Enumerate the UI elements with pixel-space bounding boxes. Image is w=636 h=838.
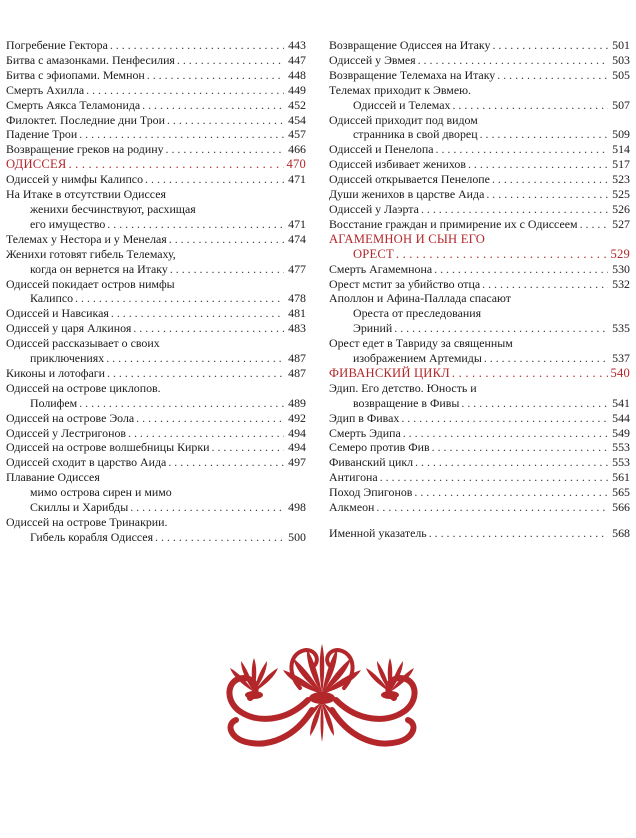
toc-entry[interactable] (6, 127, 306, 142)
toc-entry[interactable] (329, 470, 630, 485)
toc-leader-dots (168, 455, 284, 470)
toc-leader-dots (492, 172, 608, 187)
toc-entry[interactable] (329, 172, 630, 187)
toc-entry-title: Калипсо (30, 291, 74, 306)
toc-page-number: 497 (288, 455, 306, 470)
toc-leader-dots (133, 321, 284, 336)
toc-page-number: 470 (286, 157, 306, 172)
toc-entry-title: Филоктет. Последние дни Трои (6, 112, 165, 127)
toc-leader-dots (169, 232, 284, 247)
toc-page-number: 529 (610, 246, 630, 261)
toc-entry-title: Погребение Гектора (6, 38, 108, 52)
toc-leader-dots (418, 53, 608, 68)
toc-entry-title: Одиссей у царя Алкиноя (6, 321, 132, 336)
toc-entry[interactable] (6, 381, 306, 411)
toc-entry-title: Ореста от преследования (353, 306, 482, 321)
toc-page-number: 566 (612, 500, 630, 515)
toc-entry[interactable] (6, 515, 306, 545)
toc-page-number: 525 (612, 187, 630, 202)
toc-spacer (329, 515, 630, 526)
toc-entry[interactable] (329, 291, 630, 336)
toc-entry[interactable] (329, 217, 630, 232)
toc-page-number: 561 (612, 470, 630, 485)
toc-entry-title: Одиссей избивает женихов (329, 157, 466, 172)
toc-entry-title: Возвращение Одиссея на Итаку (329, 38, 491, 52)
toc-entry[interactable] (329, 202, 630, 217)
toc-leader-dots (145, 172, 284, 187)
toc-entry-title: Эдип. Его детство. Юность и (329, 380, 477, 395)
toc-leader-dots (79, 127, 284, 142)
toc-entry[interactable] (6, 366, 306, 381)
toc-entry[interactable] (329, 485, 630, 500)
toc-entry-title: Скиллы и Харибды (30, 500, 129, 515)
toc-page-number: 553 (612, 440, 630, 455)
toc-entry[interactable] (6, 336, 306, 366)
toc-entry-title: Одиссей на острове циклопов. (6, 380, 161, 395)
toc-entry[interactable] (6, 247, 306, 277)
toc-entry-title: Одиссей на острове волшебницы Кирки (6, 440, 210, 455)
toc-section-heading[interactable] (6, 157, 306, 172)
toc-page-number: 505 (612, 67, 630, 82)
toc-entry[interactable] (329, 455, 630, 470)
toc-page-number: 500 (288, 529, 306, 544)
toc-leader-dots (147, 68, 284, 83)
toc-leader-dots (110, 38, 284, 53)
toc-entry-title: Орест мстит за убийство отца (329, 276, 481, 291)
toc-entry[interactable] (329, 526, 630, 541)
toc-leader-dots (106, 351, 284, 366)
toc-page-number: 530 (612, 261, 630, 276)
toc-entry-title: Одиссей у нимфы Калипсо (6, 172, 144, 187)
toc-leader-dots (421, 202, 608, 217)
toc-entry-title: его имущество (30, 216, 106, 231)
toc-leader-dots (434, 262, 608, 277)
toc-page-number: 503 (612, 52, 630, 67)
toc-page-number: 544 (612, 410, 630, 425)
toc-entry-title: Одиссей на острове Эола (6, 410, 135, 425)
toc-page-number: 474 (288, 231, 306, 246)
toc-page-number: 494 (288, 425, 306, 440)
toc-leader-dots (468, 157, 608, 172)
toc-entry-title: Одиссей рассказывает о своих (6, 336, 160, 351)
toc-entry[interactable] (329, 68, 630, 83)
toc-entry-title: ОДИССЕЯ (6, 157, 67, 172)
toc-leader-dots (482, 277, 608, 292)
toc-page-number: 457 (288, 127, 306, 142)
toc-page-number: 471 (288, 172, 306, 187)
toc-entry-title: Одиссей сходит в царство Аида (6, 455, 167, 470)
toc-entry-title: Битва с эфиопами. Мемнон (6, 67, 145, 82)
toc-leader-dots (486, 187, 608, 202)
toc-entry[interactable] (329, 381, 630, 411)
toc-leader-dots (403, 426, 608, 441)
toc-entry-title: Поход Эпигонов (329, 485, 413, 500)
toc-entry-title: Киконы и лотофаги (6, 365, 106, 380)
toc-page-number: 514 (612, 142, 630, 157)
toc-leader-dots (75, 291, 284, 306)
toc-entry-title: когда он вернется на Итаку (30, 261, 168, 276)
toc-page-number: 553 (612, 455, 630, 470)
toc-leader-dots (394, 321, 608, 336)
toc-leader-dots (580, 217, 608, 232)
toc-entry-title: Смерть Ахилла (6, 82, 85, 97)
toc-leader-dots (166, 142, 284, 157)
toc-leader-dots (177, 53, 284, 68)
toc-page-number: 507 (612, 97, 630, 112)
toc-entry[interactable] (6, 321, 306, 336)
toc-entry-title: Смерть Агамемнона (329, 261, 433, 276)
toc-page-number: 541 (612, 395, 630, 410)
toc-page-number: 478 (288, 291, 306, 306)
toc-entry-title: мимо острова сирен и мимо (30, 485, 172, 500)
toc-entry-title: Возвращение греков на родину (6, 142, 164, 157)
toc-entry[interactable] (6, 38, 306, 53)
toc-leader-dots (111, 306, 284, 321)
toc-entry[interactable] (329, 440, 630, 455)
toc-entry-title: АГАМЕМНОН И СЫН ЕГО (329, 231, 486, 246)
toc-page-number: 565 (612, 485, 630, 500)
toc-entry[interactable] (6, 455, 306, 470)
toc-leader-dots (401, 411, 608, 426)
toc-entry-title: Антигона (329, 470, 378, 485)
toc-leader-dots (167, 113, 284, 128)
toc-leader-dots (212, 440, 285, 455)
toc-entry[interactable] (329, 336, 630, 366)
toc-page-number: 477 (288, 261, 306, 276)
toc-entry[interactable] (6, 113, 306, 128)
toc-page-number: 527 (612, 216, 630, 231)
toc-leader-dots (429, 526, 608, 541)
toc-entry[interactable] (6, 53, 306, 68)
toc-page-number: 489 (288, 395, 306, 410)
toc-entry-title: Плавание Одиссея (6, 470, 100, 485)
toc-page-number: 454 (288, 112, 306, 127)
toc-page-number: 481 (288, 306, 306, 321)
toc-page-number: 517 (612, 157, 630, 172)
toc-left-column (6, 38, 306, 545)
toc-entry-title: Семеро против Фив (329, 440, 430, 455)
palmette-ornament-icon (216, 632, 428, 758)
toc-leader-dots (136, 411, 284, 426)
toc-page-number: 498 (288, 500, 306, 515)
toc-right-column (329, 38, 630, 541)
toc-entry[interactable] (329, 38, 630, 53)
toc-leader-dots (170, 262, 284, 277)
toc-entry[interactable] (6, 187, 306, 232)
toc-entry-title: Орест едет в Тавриду за священным (329, 336, 513, 351)
toc-leader-dots (480, 127, 608, 142)
toc-entry-title: Гибель корабля Одиссея (30, 529, 154, 544)
toc-entry-title: Эдип в Фивах (329, 410, 400, 425)
toc-entry-title: Возвращение Телемаха на Итаку (329, 67, 496, 82)
toc-entry[interactable] (329, 411, 630, 426)
toc-entry[interactable] (6, 277, 306, 307)
toc-entry-title: Одиссей на острове Тринакрии. (6, 515, 168, 529)
toc-entry-title: странника в свой дворец (353, 127, 478, 142)
toc-entry-title: Восстание граждан и примирение их с Одиссеем (329, 216, 578, 231)
toc-leader-dots (155, 530, 284, 545)
toc-entry-title: Телемах приходит к Эвмею. (329, 82, 471, 97)
toc-page-number: 549 (612, 425, 630, 440)
toc-entry[interactable] (6, 232, 306, 247)
toc-page-number: 492 (288, 410, 306, 425)
toc-leader-dots (142, 98, 284, 113)
toc-entry[interactable] (6, 68, 306, 83)
toc-entry[interactable] (6, 426, 306, 441)
toc-entry-title: Битва с амазонками. Пенфесилия (6, 52, 175, 67)
toc-entry[interactable] (329, 53, 630, 68)
toc-entry-title: Алкмеон (329, 500, 375, 515)
toc-leader-dots (497, 68, 608, 83)
toc-leader-dots (452, 98, 608, 113)
toc-page-number: 501 (612, 38, 630, 52)
toc-page-number: 471 (288, 216, 306, 231)
toc-leader-dots (107, 366, 284, 381)
toc-entry-title: Женихи готовят гибель Телемаху, (6, 246, 176, 261)
toc-entry-title: Одиссей у Лаэрта (329, 201, 419, 216)
toc-entry[interactable] (329, 277, 630, 292)
toc-leader-dots (436, 142, 608, 157)
toc-entry[interactable] (6, 83, 306, 98)
toc-entry[interactable] (6, 440, 306, 455)
toc-leader-dots (492, 38, 608, 53)
toc-entry-title: Эриний (353, 321, 393, 336)
toc-section-heading[interactable] (329, 232, 630, 262)
toc-entry-title: ОРЕСТ (353, 246, 394, 261)
toc-entry-title: Души женихов в царстве Аида (329, 187, 485, 202)
toc-entry[interactable] (329, 262, 630, 277)
toc-page-number: 526 (612, 201, 630, 216)
toc-entry[interactable] (329, 157, 630, 172)
toc-entry-title: Одиссей и Пенелопа (329, 142, 434, 157)
toc-entry-title: Одиссей приходит под видом (329, 112, 478, 127)
toc-page-number: 449 (288, 82, 306, 97)
toc-entry[interactable] (6, 172, 306, 187)
toc-page-number: 452 (288, 97, 306, 112)
toc-leader-dots (130, 500, 284, 515)
toc-leader-dots (68, 157, 284, 172)
toc-entry-title: приключениях (30, 351, 105, 366)
toc-entry[interactable] (6, 306, 306, 321)
toc-page-number: 466 (288, 142, 306, 157)
toc-entry-title: Смерть Аякса Теламонида (6, 97, 141, 112)
toc-entry[interactable] (6, 98, 306, 113)
toc-page-number: 532 (612, 276, 630, 291)
toc-entry-title: изображением Артемиды (353, 351, 482, 366)
toc-entry-title: возвращение в Фивы (353, 395, 460, 410)
toc-entry-title: Одиссей и Навсикая (6, 306, 109, 321)
toc-entry-title: Одиссей и Телемах (353, 97, 451, 112)
toc-entry-title: На Итаке в отсутствии Одиссея (6, 187, 166, 202)
toc-leader-dots (128, 426, 284, 441)
toc-page-number: 443 (288, 38, 306, 52)
toc-entry-title: Телемах у Нестора и у Менелая (6, 231, 167, 246)
toc-page-number: 537 (612, 351, 630, 366)
toc-leader-dots (414, 485, 608, 500)
toc-entry[interactable] (329, 142, 630, 157)
toc-entry[interactable] (6, 470, 306, 515)
toc-page-number: 494 (288, 440, 306, 455)
toc-entry-title: Одиссей у Эвмея (329, 52, 416, 67)
toc-leader-dots (380, 470, 608, 485)
toc-entry-title: Одиссей у Лестригонов (6, 425, 127, 440)
toc-entry-title: женихи бесчинствуют, расхищая (30, 201, 196, 216)
toc-leader-dots (484, 351, 608, 366)
toc-leader-dots (461, 396, 608, 411)
toc-leader-dots (432, 440, 608, 455)
toc-entry-title: Одиссей покидает остров нимфы (6, 276, 175, 291)
toc-leader-dots (79, 396, 284, 411)
toc-entry-title: Фиванский цикл (329, 455, 414, 470)
toc-entry-title: Полифем (30, 395, 78, 410)
toc-entry[interactable] (329, 426, 630, 441)
toc-page-number: 535 (612, 321, 630, 336)
toc-leader-dots (86, 83, 284, 98)
toc-leader-dots (107, 217, 284, 232)
toc-page-number: 568 (612, 526, 630, 540)
toc-entry-title: Именной указатель (329, 526, 427, 540)
toc-page-number: 487 (288, 365, 306, 380)
toc-leader-dots (396, 247, 608, 262)
toc-entry-title: Падение Трои (6, 127, 78, 142)
toc-entry[interactable] (6, 411, 306, 426)
toc-entry-title: Смерть Эдипа (329, 425, 401, 440)
toc-leader-dots (376, 500, 608, 515)
toc-section-heading[interactable] (329, 366, 630, 381)
toc-entry[interactable] (329, 187, 630, 202)
toc-entry[interactable] (329, 83, 630, 113)
toc-leader-dots (415, 455, 608, 470)
toc-page-number: 487 (288, 351, 306, 366)
toc-page-number: 448 (288, 67, 306, 82)
toc-leader-dots (452, 366, 608, 381)
toc-page-number: 509 (612, 127, 630, 142)
toc-page-number: 540 (610, 365, 630, 380)
toc-entry-title: Аполлон и Афина-Паллада спасают (329, 291, 511, 306)
toc-page-number: 447 (288, 52, 306, 67)
toc-entry[interactable] (329, 500, 630, 515)
toc-page-number: 483 (288, 321, 306, 336)
toc-entry-title: Одиссей открывается Пенелопе (329, 172, 490, 187)
toc-entry[interactable] (6, 142, 306, 157)
toc-entry[interactable] (329, 113, 630, 143)
toc-entry-title: ФИВАНСКИЙ ЦИКЛ (329, 365, 450, 380)
toc-page-number: 523 (612, 172, 630, 187)
